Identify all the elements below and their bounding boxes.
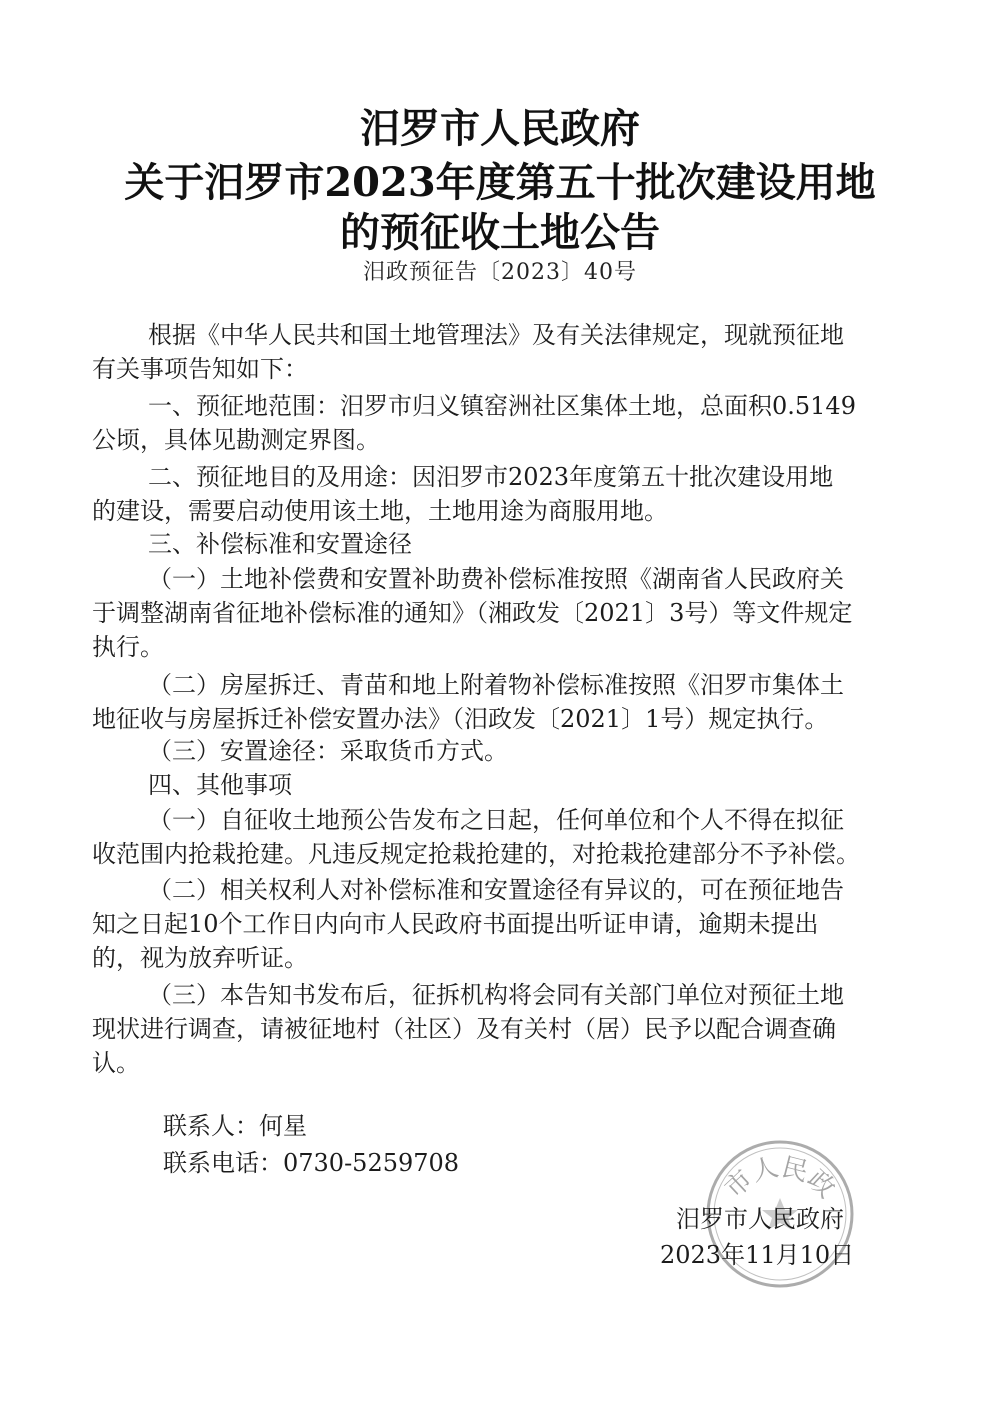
title-line-2: 关于汨罗市2023年度第五十批次建设用地 bbox=[124, 159, 876, 206]
body-line: 一、预征地范围：汨罗市归义镇窑洲社区集体土地，总面积0.5149 bbox=[148, 392, 856, 420]
body-line: 根据《中华人民共和国土地管理法》及有关法律规定，现就预征地 bbox=[148, 321, 844, 349]
contact-phone: 联系电话：0730-5259708 bbox=[163, 1149, 460, 1177]
title-line-1: 汨罗市人民政府 bbox=[360, 105, 640, 152]
body-line: 二、预征地目的及用途：因汨罗市2023年度第五十批次建设用地 bbox=[148, 463, 834, 491]
signature-date: 2023年11月10日 bbox=[660, 1241, 855, 1269]
body-line: 现状进行调查，请被征地村（社区）及有关村（居）民予以配合调查确 bbox=[92, 1015, 836, 1043]
body-line: 的，视为放弃听证。 bbox=[92, 944, 308, 972]
body-line: 四、其他事项 bbox=[148, 771, 292, 799]
body-line: （二）相关权利人对补偿标准和安置途径有异议的，可在预征地告 bbox=[148, 876, 844, 904]
body-line: （一）土地补偿费和安置补助费补偿标准按照《湖南省人民政府关 bbox=[148, 565, 844, 593]
body-line: 三、补偿标准和安置途径 bbox=[148, 530, 412, 558]
stamp-text: 市人民政 bbox=[719, 1152, 841, 1205]
body-line: （一）自征收土地预公告发布之日起，任何单位和个人不得在拟征 bbox=[148, 806, 844, 834]
document-number: 汨政预征告〔2023〕40号 bbox=[363, 260, 637, 285]
contact-person: 联系人：何星 bbox=[163, 1112, 307, 1140]
body-line: （二）房屋拆迁、青苗和地上附着物补偿标准按照《汨罗市集体土 bbox=[148, 671, 844, 699]
signature-org: 汨罗市人民政府 bbox=[676, 1205, 844, 1233]
body-line: 地征收与房屋拆迁补偿安置办法》（汨政发〔2021〕1号）规定执行。 bbox=[92, 705, 829, 733]
body-line: 执行。 bbox=[92, 633, 164, 661]
body-line: （三）本告知书发布后，征拆机构将会同有关部门单位对预征土地 bbox=[148, 981, 844, 1009]
body-line: （三）安置途径：采取货币方式。 bbox=[148, 737, 508, 765]
body-line: 公顷，具体见勘测定界图。 bbox=[92, 426, 380, 454]
body-line: 知之日起10个工作日内向市人民政府书面提出听证申请，逾期未提出 bbox=[92, 910, 819, 938]
title-line-3: 的预征收土地公告 bbox=[340, 209, 660, 256]
body-line: 于调整湖南省征地补偿标准的通知》（湘政发〔2021〕3号）等文件规定 bbox=[92, 599, 853, 627]
body-line: 收范围内抢栽抢建。凡违反规定抢栽抢建的，对抢栽抢建部分不予补偿。 bbox=[92, 840, 860, 868]
body-line: 有关事项告知如下： bbox=[92, 355, 308, 383]
body-line: 的建设，需要启动使用该土地，土地用途为商服用地。 bbox=[92, 497, 668, 525]
body-line: 认。 bbox=[92, 1049, 140, 1077]
